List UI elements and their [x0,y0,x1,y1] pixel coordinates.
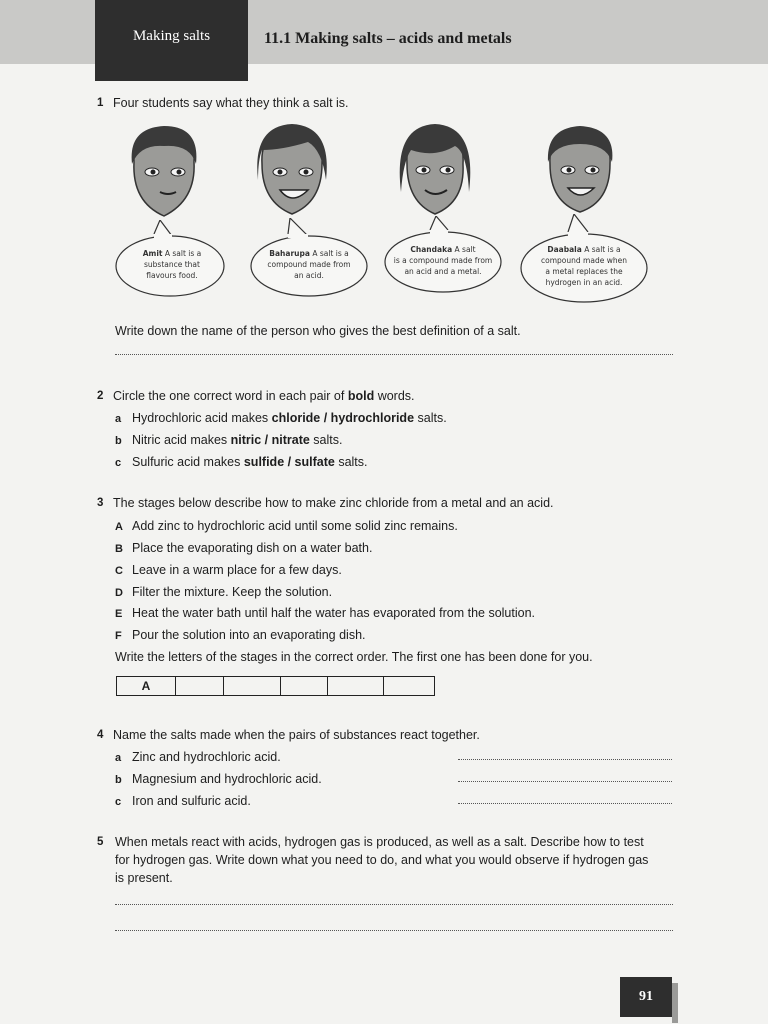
student-name-daabala: Daabala [547,245,582,254]
q3-stage-f: F Pour the solution into an evaporating dish. [115,628,366,642]
q2-word-pair-c[interactable]: sulfide / sulfate [243,455,335,469]
q3-stage-d: D Filter the mixture. Keep the solution. [115,585,333,599]
student-name-chandaka: Chandaka [410,245,453,254]
q3-answer-cell-1: A [117,677,176,696]
student-face-baharupa [252,120,332,220]
bubble-text-chandaka: Chandaka A salt is a compound made from an acid and a metal. [393,245,493,276]
q5-number: 5 [97,836,104,848]
q4-prompt: Name the salts made when the pairs of substances react together. [113,728,480,742]
q3-answer-cell-3[interactable] [224,677,281,696]
q4-answer-line-b[interactable] [458,781,672,782]
page-number-edge [672,983,678,1023]
page-number: 91 [620,977,672,1017]
section-title: 11.1 Making salts – acids and metals [264,30,512,47]
q1-prompt: Four students say what they think a salt is. [113,96,349,110]
q2-word-pair-a[interactable]: chloride / hydrochloride [271,411,415,425]
q2-word-pair-b[interactable]: nitric / nitrate [230,433,310,447]
q3-instruction: Write the letters of the stages in the correct order. The first one has been done for you. [115,650,593,664]
q2-item-c: c Sulfuric acid makes sulfide / sulfate salts. [115,455,368,469]
q3-answer-cell-6[interactable] [384,677,435,696]
section-tab-label: Making salts [132,28,211,44]
q4-item-b: b Magnesium and hydrochloric acid. [115,772,322,786]
q5-line-1: When metals react with acids, hydrogen gas is produced, as well as a salt. Describe how to test [115,835,644,849]
q3-prompt: The stages below describe how to make zinc chloride from a metal and an acid. [113,496,554,510]
q2-item-a: a Hydrochloric acid makes chloride / hydrochloride salts. [115,411,447,425]
q5-answer-line-1[interactable] [115,904,673,905]
q1-answer-line[interactable] [115,354,673,355]
bubble-text-baharupa: Baharupa A salt is a compound made from an acid. [267,249,351,280]
q3-stage-e: E Heat the water bath until half the water has evaporated from the solution. [115,606,536,620]
student-face-chandaka [395,122,475,222]
bubble-text-amit: Amit A salt is a substance that flavours food. [142,249,202,280]
student-name-amit: Amit [142,249,163,258]
q4-item-a: a Zinc and hydrochloric acid. [115,750,281,764]
student-face-daabala [540,122,620,222]
q3-stage-a: A Add zinc to hydrochloric acid until some solid zinc remains. [115,519,458,533]
q3-stage-c: C Leave in a warm place for a few days. [115,563,342,577]
bubble-text-daabala: Daabala A salt is a compound made when a metal replaces the hydrogen in an acid. [541,245,627,287]
q2-item-b: b Nitric acid makes nitric / nitrate salts. [115,433,343,447]
q2-prompt: Circle the one correct word in each pair of bold words. [113,389,415,403]
q1-instruction: Write down the name of the person who gives the best definition of a salt. [115,324,521,338]
q3-answer-cell-2[interactable] [176,677,224,696]
student-face-amit [124,122,204,222]
q3-answer-grid [116,676,435,696]
student-name-baharupa: Baharupa [269,249,310,258]
q4-answer-line-a[interactable] [458,759,672,760]
q3-stage-b: B Place the evaporating dish on a water bath. [115,541,373,555]
section-tab [95,0,248,81]
q2-number: 2 [97,390,104,402]
q5-line-3: is present. [115,871,173,885]
q4-item-c: c Iron and sulfuric acid. [115,794,251,808]
q3-answer-cell-5[interactable] [328,677,384,696]
q4-answer-line-c[interactable] [458,803,672,804]
q5-line-2: for hydrogen gas. Write down what you need to do, and what you would observe if hydrogen gas [115,853,649,867]
q1-number: 1 [97,97,104,109]
q4-number: 4 [97,729,104,741]
q3-answer-cell-4[interactable] [281,677,328,696]
q3-number: 3 [97,497,104,509]
q5-answer-line-2[interactable] [115,930,673,931]
